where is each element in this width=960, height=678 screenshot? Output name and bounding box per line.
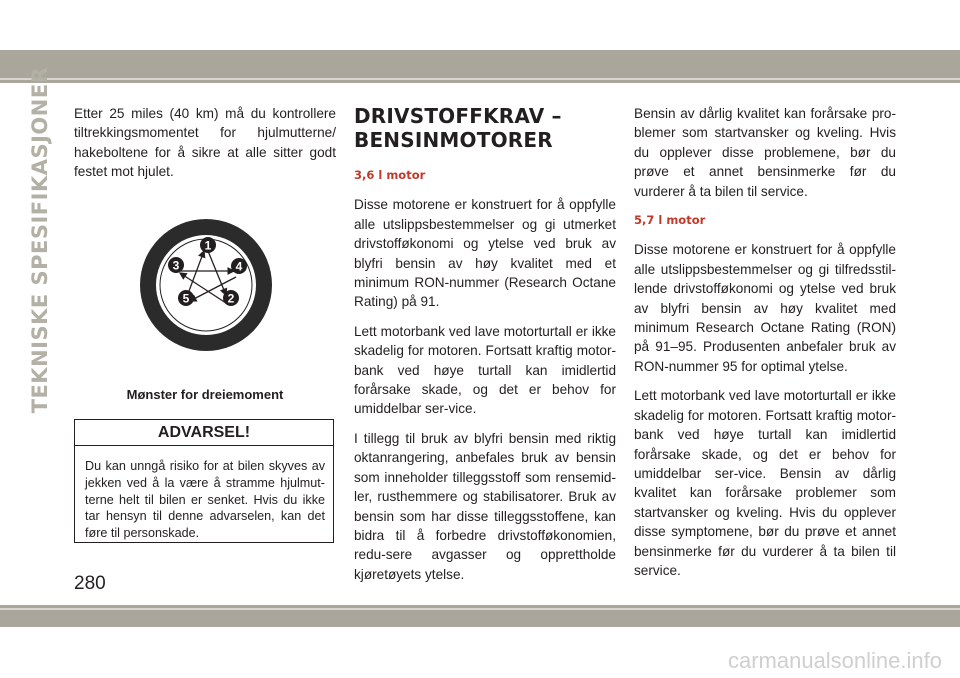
side-tab-label: TEKNISKE SPESIFIKASJONER: [28, 66, 52, 414]
column-1: [74, 104, 336, 192]
lug-nut-4: [231, 258, 247, 274]
lug-nut-3: [168, 257, 184, 273]
page-number: 280: [74, 573, 106, 594]
paragraph: I tillegg til bruk av blyfri bensin med riktig oktanrangering, anbefales bruk av bensin som inneholder tilleggsstoff som rensemid-ler, rusthemmere og stabilisatorer. Bruk av bensin som har disse tilleggsstoffene, kan bidra til å forbedre drivstofføkonomien, redu-sere avgasser og opprettholde kjøretøyets ytelse.: [354, 430, 616, 582]
paragraph: Lett motorbank ved lave motorturtall er ikke skadelig for motoren. Fortsatt kraftig motor-bank ved høye turtall kan imidlertid forårsake skade, og det er behov for umiddelbar ser-vice.: [354, 323, 616, 417]
bottom-band-line: [0, 608, 960, 610]
top-band: [0, 50, 960, 83]
svg-text:5: 5: [182, 291, 190, 306]
paragraph: Bensin av dårlig kvalitet kan forårsake pro-blemer som startvansker og kveling. Hvis du opplever disse problemene, bør du prøve et annet bensinmerke før du vurderer å ta bilen til service.: [634, 106, 896, 199]
svg-text:4: 4: [235, 259, 243, 274]
watermark: carmanualsonline.info: [727, 648, 942, 673]
paragraph: Disse motorene er konstruert for å oppfylle alle utslippsbestemmelser og gi utmerket drivstofføkonomi og ytelse ved bruk av blyfri bensin av høy kvalitet med et minimum RON-nummer (Research Octane Rating) på 91.: [354, 197, 616, 310]
paragraph: Disse motorene er konstruert for å oppfylle alle utslippsbestemmelser og gi tilfredsstil-lende drivstofføkonomi og ytelse ved bruk av blyfri bensin av høy kvalitet med minimum Research Octane Rating (RON) på 91–95. Produsenten anbefaler bruk av RON-nummer 95 for optimal ytelse.: [634, 242, 896, 374]
lug-nut-1: [200, 237, 216, 253]
warning-title: ADVARSEL!: [75, 420, 333, 446]
warning-body: Du kan unngå risiko for at bilen skyves av jekken ved å la være å stramme hjulmut-terne helt til bilen er senket. Hvis du ikke tar hensyn til denne advarselen, kan det føre til personskade.: [85, 459, 325, 541]
subheading-36l: 3,6 l motor: [354, 168, 426, 182]
subheading-57l: 5,7 l motor: [634, 213, 706, 228]
paragraph: Lett motorbank ved lave motorturtall er ikke skadelig for motoren. Fortsatt kraftig motor-bank ved høye turtall kan imidlertid forårsake skade, og det er behov for umiddelbar ser-vice. Bensin av dårlig kvalitet kan forårsake problemer som startvansker og kveling. Hvis du opplever disse symptomene, bør du prøve et annet bensinmerke før du vurderer å ta bilen til service.: [634, 388, 896, 578]
side-tab: [26, 66, 54, 414]
lug-nut-torque-diagram: [136, 215, 276, 355]
column-2: [354, 104, 616, 594]
warning-box: [74, 419, 334, 543]
heading-line-1: DRIVSTOFFKRAV –: [354, 104, 562, 128]
svg-text:3: 3: [172, 258, 180, 273]
bottom-band: [0, 605, 960, 627]
column-3: [634, 104, 896, 590]
figure-caption: Mønster for dreiemoment: [126, 387, 284, 402]
svg-text:2: 2: [227, 291, 235, 306]
svg-text:1: 1: [204, 238, 212, 253]
intro-paragraph: Etter 25 miles (40 km) må du kontrollere tiltrekkingsmomentet for hjulmutterne/ hakeboltene for å sikre at alle sitter godt festet mot hjulet.: [74, 106, 336, 180]
section-heading: [354, 104, 616, 152]
top-band-line: [0, 78, 960, 80]
lug-nut-5: [178, 290, 194, 306]
lug-nut-2: [223, 290, 239, 306]
heading-line-2: BENSINMOTORER: [354, 128, 553, 152]
